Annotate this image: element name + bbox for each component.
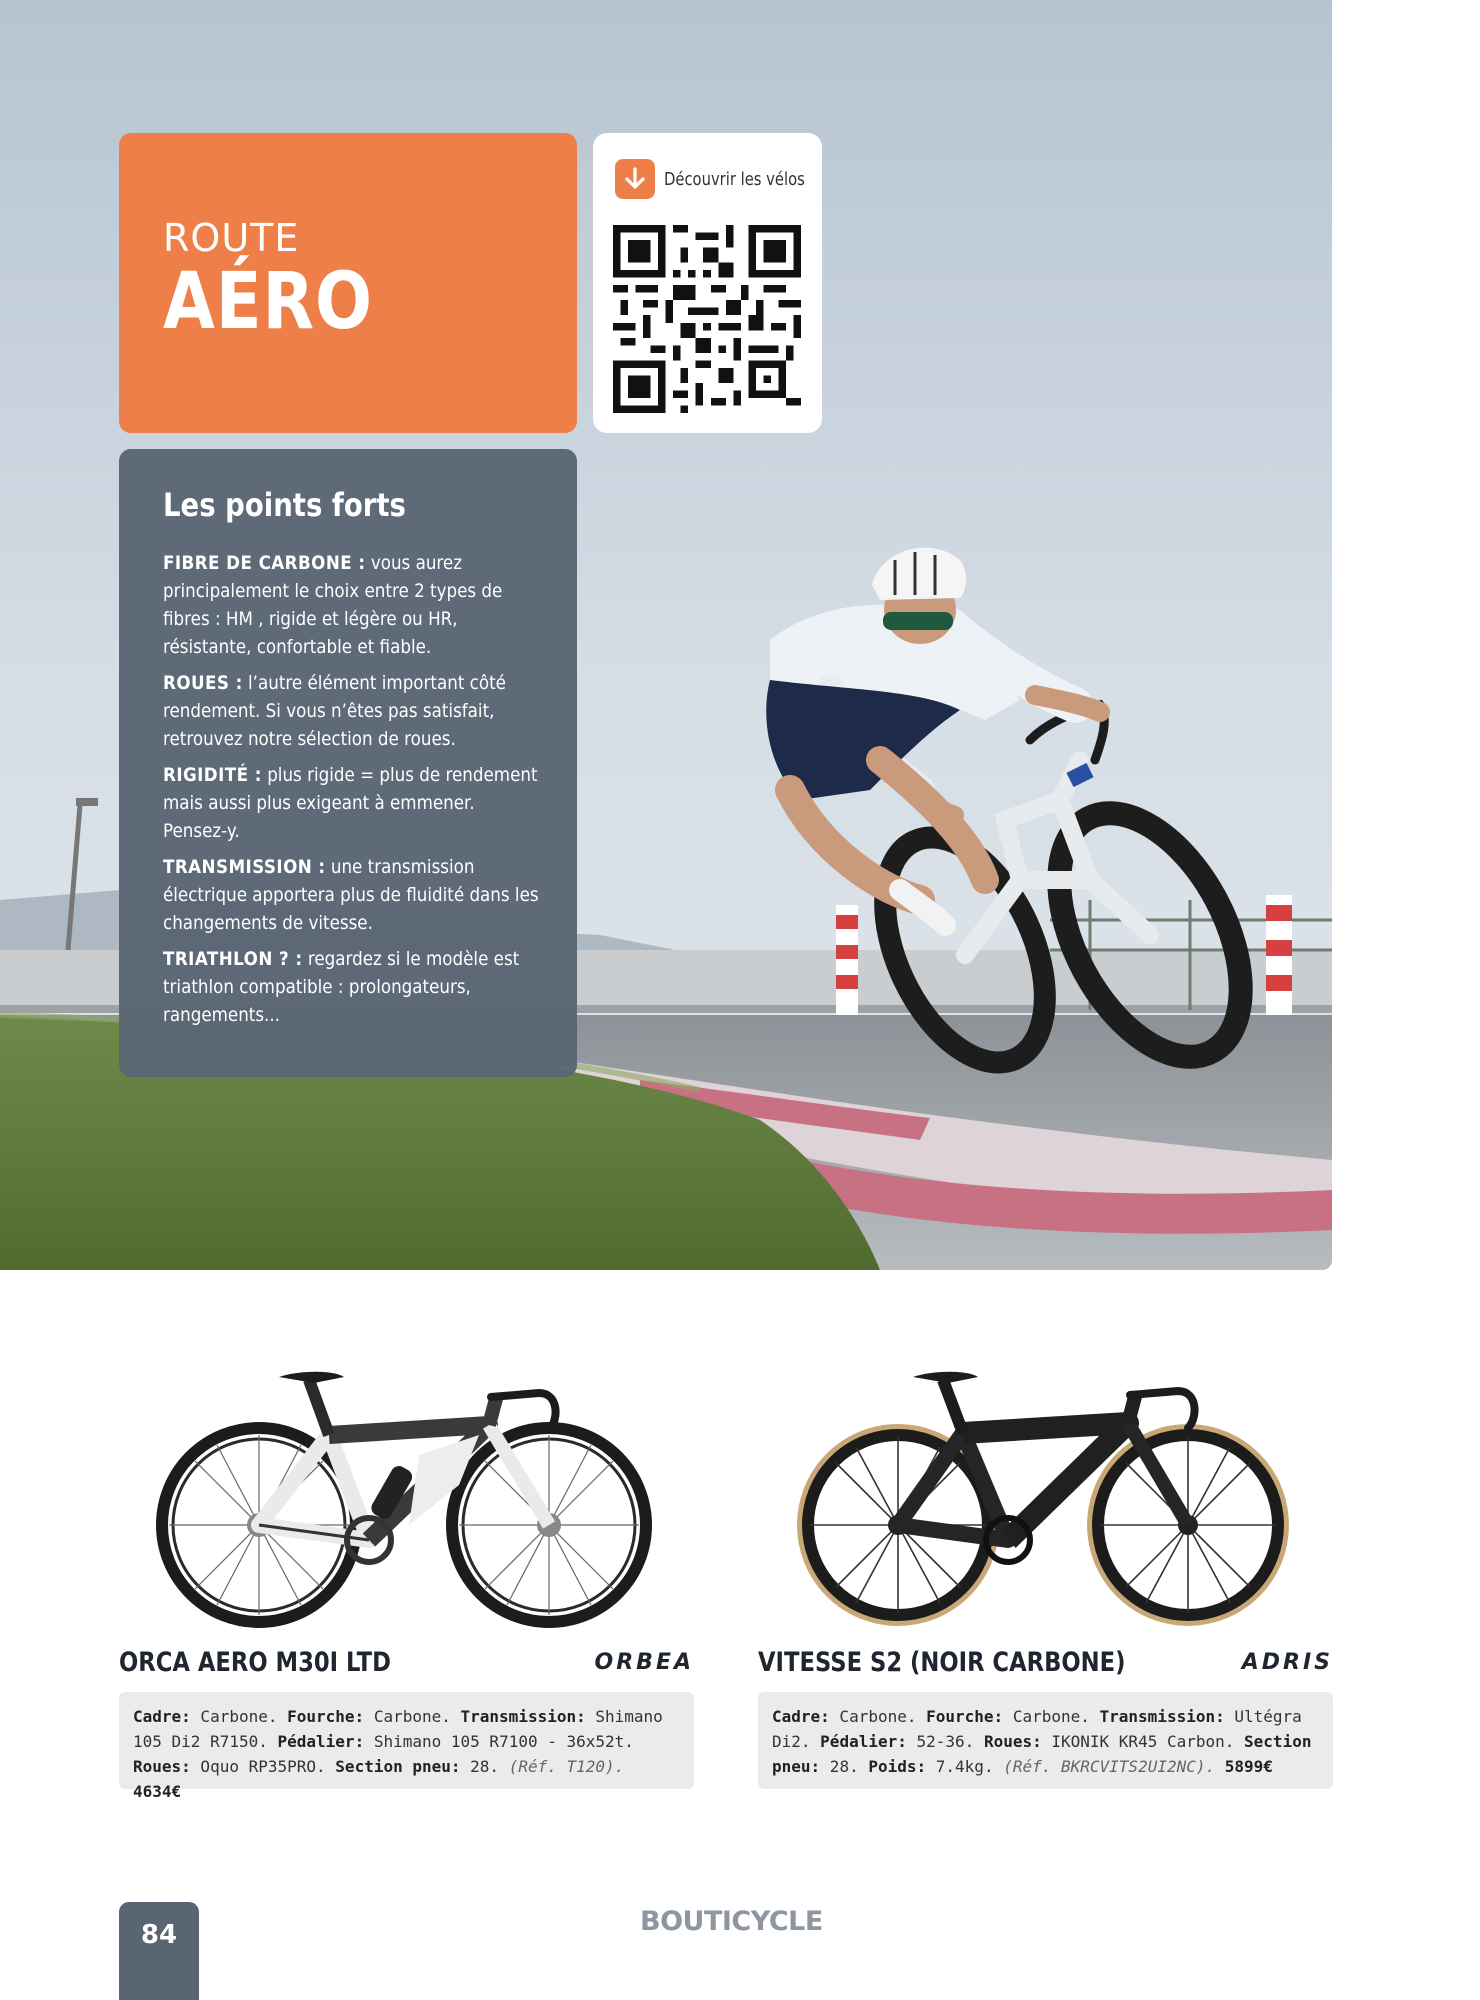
arrow-down-icon [615, 159, 655, 199]
strong-point-item [163, 669, 543, 753]
spec-label: Fourche: [287, 1707, 365, 1726]
spec-value: Carbone. [190, 1707, 288, 1726]
spec-label: Pédalier: [277, 1732, 365, 1751]
page-number: 84 [119, 1902, 199, 2000]
product-price: 5899€ [1224, 1757, 1273, 1776]
qr-code-icon[interactable] [613, 225, 801, 413]
bike-icon [119, 1325, 694, 1640]
bike-image-orca[interactable] [119, 1325, 694, 1640]
spec-value: Oquo RP35PRO. [190, 1757, 336, 1776]
bike-image-vitesse[interactable] [758, 1325, 1333, 1640]
product-header [119, 1642, 694, 1682]
brand-logo: ADRIS [1241, 1649, 1333, 1675]
spec-label: Cadre: [772, 1707, 830, 1726]
spec-value: Carbone. [364, 1707, 461, 1726]
product-specs [758, 1692, 1333, 1789]
product-price: 4634€ [133, 1782, 182, 1801]
spec-label: Fourche: [926, 1707, 1004, 1726]
product-name[interactable]: ORCA AERO M30I LTD [119, 1646, 391, 1678]
strong-point-term: TRIATHLON ? : [163, 948, 303, 970]
qr-card[interactable] [593, 133, 822, 433]
strong-point-text: vous aurez principalement le choix entre 2 types de fibres : HM , rigide et légère ou HR, résistante, confortable et fiable. [163, 552, 503, 658]
strong-points-card [119, 449, 577, 1077]
strong-point-term: ROUES : [163, 672, 243, 694]
strong-point-term: TRANSMISSION : [163, 856, 326, 878]
strong-point-term: RIGIDITÉ : [163, 764, 262, 786]
strong-point-text: l’autre élément important côté rendement. Si vous n’êtes pas satisfait, retrouvez notre sélection de roues. [163, 672, 506, 750]
strong-point-item [163, 761, 543, 845]
strong-points-title: Les points forts [163, 486, 406, 524]
spec-label: Transmission: [1099, 1707, 1225, 1726]
spec-label: Section pneu: [335, 1757, 461, 1776]
product-header [758, 1642, 1333, 1682]
strong-point-text: une transmission électrique apportera plus de fluidité dans les changements de vitesse. [163, 856, 539, 934]
product-reference: (Réf. BKRCVITS2UI2NC). [1003, 1757, 1216, 1776]
spec-label: Section pneu: [772, 1732, 1312, 1776]
spec-value: 28. [820, 1757, 869, 1776]
section-title: AÉRO [163, 257, 373, 347]
strong-point-term: FIBRE DE CARBONE : [163, 552, 366, 574]
bike-icon [758, 1325, 1333, 1640]
spec-label: Pédalier: [820, 1732, 907, 1751]
spec-value: Carbone. [1003, 1707, 1100, 1726]
product-card-orca[interactable] [119, 1325, 694, 1801]
section-title-card [119, 133, 577, 433]
strong-point-item [163, 853, 543, 937]
brand-logo: ORBEA [594, 1649, 694, 1675]
spec-label: Roues: [133, 1757, 191, 1776]
spec-label: Cadre: [133, 1707, 191, 1726]
product-specs [119, 1692, 694, 1801]
spec-value: 7.4kg. [926, 1757, 1004, 1776]
spec-value: 52-36. [906, 1732, 984, 1751]
footer-brand-logo: BOUTICYCLE [640, 1906, 823, 1937]
strong-point-item [163, 549, 543, 661]
section-kicker: ROUTE [163, 216, 300, 260]
strong-point-text: regardez si le modèle est triathlon compatible : prolongateurs, rangements... [163, 948, 520, 1026]
qr-label: Découvrir les vélos [664, 168, 805, 190]
strong-point-text: plus rigide = plus de rendement mais aussi plus exigeant à emmener. Pensez-y. [163, 764, 538, 842]
spec-value: Shimano 105 R7100 - 36x52t. [364, 1732, 634, 1751]
spec-value: 28. [460, 1757, 509, 1776]
spec-value: Carbone. [829, 1707, 927, 1726]
product-name[interactable]: VITESSE S2 (NOIR CARBONE) [758, 1646, 1126, 1678]
strong-point-item [163, 945, 543, 1029]
spec-label: Poids: [868, 1757, 927, 1776]
qr-header [615, 159, 836, 199]
product-reference: (Réf. T120). [508, 1757, 625, 1776]
product-card-vitesse[interactable] [758, 1325, 1333, 1789]
spec-value: Ultégra Di2. [772, 1707, 1302, 1751]
spec-label: Transmission: [460, 1707, 586, 1726]
spec-label: Roues: [983, 1732, 1042, 1751]
spec-value: IKONIK KR45 Carbon. [1041, 1732, 1245, 1751]
spec-value: Shimano 105 Di2 R7150. [133, 1707, 663, 1751]
